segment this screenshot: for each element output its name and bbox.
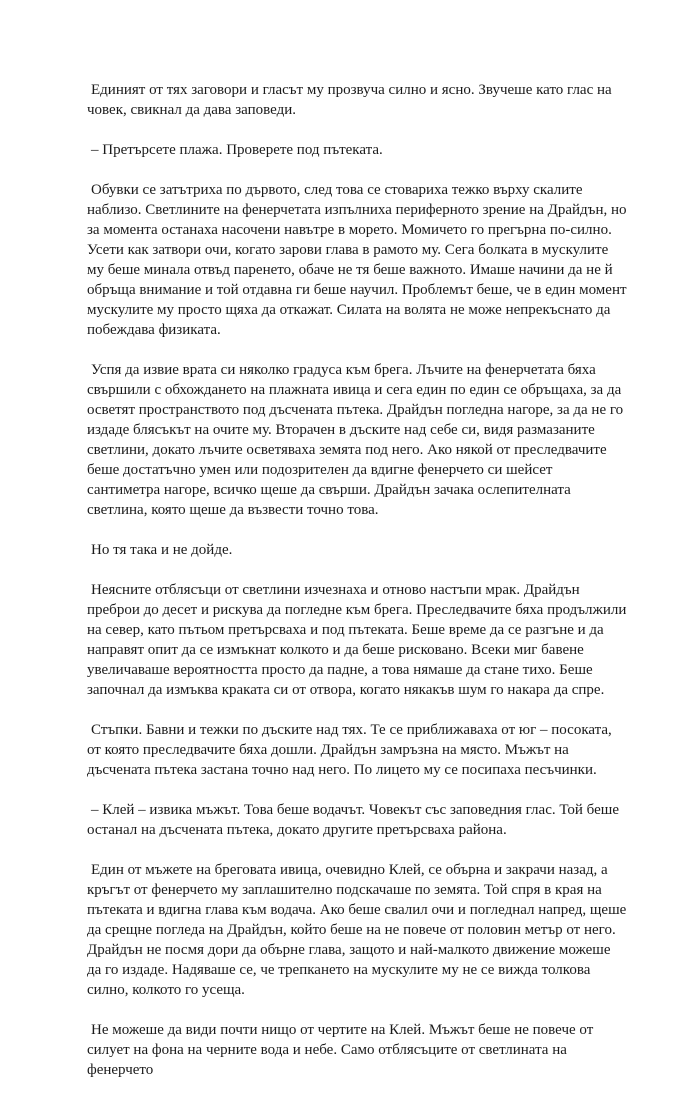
paragraph-3: Обувки се затътриха по дървото, след това се стовариха тежко върху скалите наблизо. Светлините на фенерчетата изпълниха периферното зрение на Драйдън, но за момента останаха насочени навътре в морето. Момичето го прегърна по-силно. Усети как затвори очи, когато зарови глава в рамото му. Сега болката в мускулите му беше минала отвъд паренето, обаче не тя беше важното. Имаше начини да не й обръща внимание и той отдавна ги беше научил. Проблемът беше, че в един момент мускулите му просто щяха да откажат. Силата на волята не може непрекъснато да побеждава физиката. xyxy=(87,182,627,338)
paragraph-7: Стъпки. Бавни и тежки по дъските над тях. Те се приближаваха от юг – посоката, от която преследвачите бяха дошли. Драйдън замръзна на място. Мъжът на дъсчената пътека застана точно над него. По лицето му се посипаха песъчинки. xyxy=(87,722,612,778)
paragraph-2: – Претърсете плажа. Проверете под пътеката. xyxy=(91,142,383,158)
paragraph-1: Единият от тях заговори и гласът му прозвуча силно и ясно. Звучеше като глас на човек, свикнал да дава заповеди. xyxy=(87,82,612,118)
paragraph-6: Неясните отблясъци от светлини изчезнаха и отново настъпи мрак. Драйдън преброи до десет и рискува да погледне към брега. Преследвачите бяха продължили на север, като пътьом претърсваха и под пътеката. Беше време да се разгъне и да направят опит да се измъкнат колкото и да беше рисковано. Всеки миг бавене увеличаваше вероятността просто да падне, а това нямаше да стане тихо. Беше започнал да измъква краката си от отвора, когато някакъв шум го накара да спре. xyxy=(87,582,627,698)
paragraph-9: Един от мъжете на бреговата ивица, очевидно Клей, се обърна и закрачи назад, а кръгът от фенерчето му заплашително подскачаше по земята. Той спря в края на пътеката и вдигна глава към водача. Ако беше свалил очи и погледнал напред, щеше да срещне погледа на Драйдън, който беше на не повече от половин метър от него. Драйдън не посмя дори да обърне глава, защото и най-малкото движение можеше да го издаде. Надяваше се, че трепкането на мускулите му не се вижда толкова силно, колкото го усеща. xyxy=(87,862,627,998)
paragraph-8: – Клей – извика мъжът. Това беше водачът. Човекът със заповедния глас. Той беше останал на дъсчената пътека, докато другите претърсваха района. xyxy=(87,802,619,838)
paragraph-5: Но тя така и не дойде. xyxy=(91,542,233,558)
paragraph-10: Не можеше да види почти нищо от чертите на Клей. Мъжът беше не повече от силует на фона на черните вода и небе. Само отблясъците от светлината на фенерчето xyxy=(87,1022,594,1078)
paragraph-4: Успя да извие врата си няколко градуса към брега. Лъчите на фенерчетата бяха свършили с обхождането на плажната ивица и сега един по един се обръщаха, за да осветят пространството под дъсчената пътека. Драйдън погледна нагоре, за да не го издаде блясъкът на очите му. Вторачен в дъските над себе си, видя размазаните светлини, докато лъчите осветяваха земята под него. Ако някой от преследвачите беше достатъчно умен или подозрителен да вдигне фенерчето си шейсет сантиметра нагоре, всичко щеше да свърши. Драйдън зачака ослепителната светлина, която щеше да възвести точно това. xyxy=(87,362,624,518)
text-column xyxy=(87,80,627,1100)
